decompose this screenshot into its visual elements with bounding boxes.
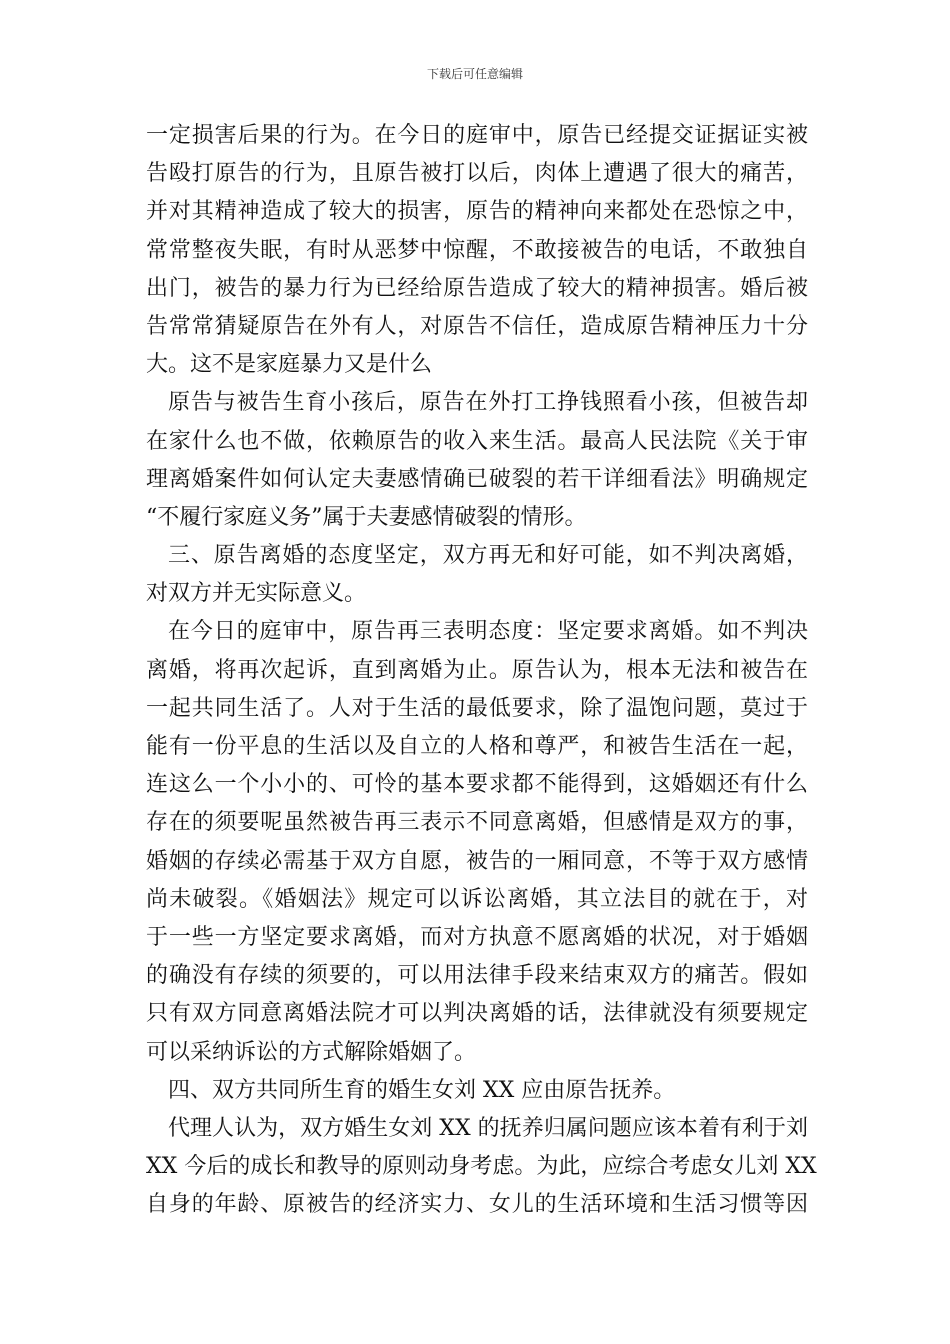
text-line: 对双方并无实际意义。 — [146, 581, 367, 607]
text-line: 出门，被告的暴力行为已经给原告造成了较大的精神损害。婚后被 — [146, 275, 808, 301]
page-header-note: 下载后可任意编辑 — [426, 67, 523, 81]
text-line: 存在的须要呢虽然被告再三表示不同意离婚，但感情是双方的事， — [146, 810, 808, 836]
document-body — [146, 117, 817, 1224]
text-line: 自身的年龄、原被告的经济实力、女儿的生活环境和生活习惯等因 — [146, 1192, 808, 1218]
text-line: 的确没有存续的须要的，可以用法律手段来结束双方的痛苦。假如 — [146, 963, 808, 989]
text-line: 原告与被告生育小孩后，原告在外打工挣钱照看小孩，但被告却 — [168, 390, 808, 416]
text-line: 离婚，将再次起诉，直到离婚为止。原告认为，根本无法和被告在 — [146, 657, 808, 683]
text-line: 婚姻的存续必需基于双方自愿，被告的一厢同意，不等于双方感情 — [146, 848, 808, 874]
text-line: 一起共同生活了。人对于生活的最低要求，除了温饱问题，莫过于 — [146, 695, 808, 721]
text-line: 并对其精神造成了较大的损害，原告的精神向来都处在恐惊之中， — [146, 199, 808, 225]
text-line: 理离婚案件如何认定夫妻感情确已破裂的若干详细看法》明确规定 — [146, 466, 808, 492]
text-line: 常常整夜失眠，有时从恶梦中惊醒，不敢接被告的电话，不敢独自 — [146, 237, 808, 263]
text-line: 连这么一个小小的、可怜的基本要求都不能得到，这婚姻还有什么 — [146, 772, 808, 798]
text-line: 大。这不是家庭暴力又是什么 — [146, 352, 433, 378]
text-line: 只有双方同意离婚法院才可以判决离婚的话，法律就没有须要规定 — [146, 1001, 808, 1027]
text-line: 能有一份平息的生活以及自立的人格和尊严，和被告生活在一起， — [146, 734, 808, 759]
text-line: “不履行家庭义务”属于夫妻感情破裂的情形。 — [146, 504, 587, 530]
text-line: 代理人认为，双方婚生女刘 XX 的抚养归属问题应该本着有利于刘 — [168, 1115, 808, 1141]
text-line: 可以采纳诉讼的方式解除婚姻了。 — [146, 1039, 477, 1065]
text-line: 一定损害后果的行为。在今日的庭审中，原告已经提交证据证实被 — [146, 123, 808, 148]
text-line: 三、原告离婚的态度坚定，双方再无和好可能，如不判决离婚， — [168, 543, 808, 569]
text-line: 尚未破裂。《婚姻法》规定可以诉讼离婚，其立法目的就在于，对 — [146, 886, 808, 912]
text-line: 四、双方共同所生育的婚生女刘 XX 应由原告抚养。 — [168, 1077, 676, 1103]
text-line: 于一些一方坚定要求离婚，而对方执意不愿离婚的状况，对于婚姻 — [146, 924, 808, 950]
text-line: 在家什么也不做，依赖原告的收入来生活。最高人民法院《关于审 — [146, 428, 808, 454]
text-line: XX 今后的成长和教导的原则动身考虑。为此，应综合考虑女儿刘 XX — [146, 1154, 817, 1180]
text-line: 在今日的庭审中，原告再三表明态度：坚定要求离婚。如不判决 — [168, 619, 808, 645]
text-line: 告殴打原告的行为，且原告被打以后，肉体上遭遇了很大的痛苦， — [146, 161, 808, 187]
text-line: 告常常猜疑原告在外有人，对原告不信任，造成原告精神压力十分 — [146, 313, 808, 339]
